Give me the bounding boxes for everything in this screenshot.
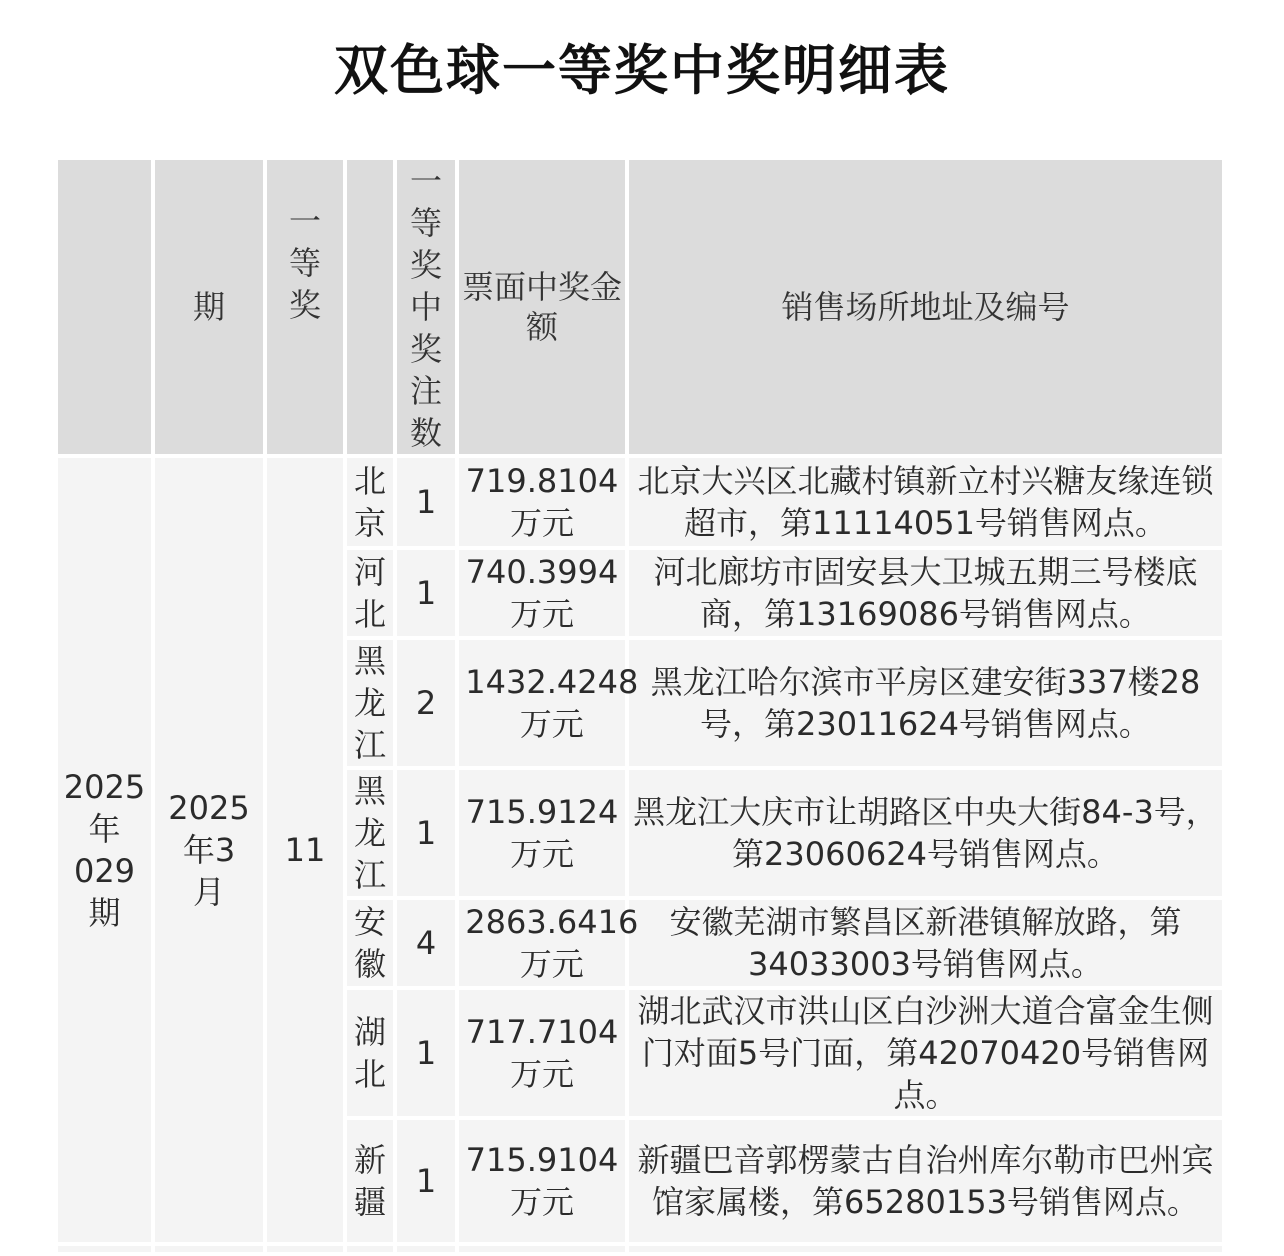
province-cell [347, 1120, 397, 1246]
header-first-prize [267, 160, 347, 458]
amount-cell [459, 458, 629, 550]
amount-cell [459, 1120, 629, 1246]
address-cell: 湖北武汉市洪山区白沙洲大道合富金生侧门对面5号门面，第42070420号销售网点。 [629, 990, 1226, 1120]
address-cell: 黑龙江大庆市让胡路区中央大街84-3号，第23060624号销售网点。 [629, 770, 1226, 900]
amount-text: 2863.6416万元 [465, 903, 639, 983]
province-text: 安徽 [353, 903, 386, 983]
amount-text: 717.7104万元 [465, 1013, 619, 1093]
address-cell: 新疆巴音郭楞蒙古自治州库尔勒市巴州宾馆家属楼，第65280153号销售网点。 [629, 1120, 1226, 1246]
amount-cell [459, 990, 629, 1120]
date-cell [155, 458, 267, 1246]
count-cell: 1 [397, 458, 459, 550]
province-text: 北京 [353, 462, 386, 542]
header-issue [155, 160, 267, 458]
amount-text: 715.9104万元 [465, 1141, 619, 1221]
amount-text: 719.8104万元 [465, 462, 619, 542]
header-province [347, 160, 397, 458]
total-cell: 11 [267, 458, 347, 1246]
address-cell: 黑龙江哈尔滨市平房区建安街337楼28号，第23011624号销售网点。 [629, 640, 1226, 770]
address-cell: 北京大兴区北藏村镇新立村兴糖友缘连锁超市，第11114051号销售网点。 [629, 458, 1226, 550]
header-col1 [58, 160, 155, 458]
count-cell: 4 [397, 900, 459, 990]
issue-text: 2025年029期 [63, 768, 146, 932]
page-title: 双色球一等奖中奖明细表 [334, 39, 950, 102]
header-first-prize-label: 一等奖 [288, 202, 321, 324]
count-cell: 1 [397, 770, 459, 900]
amount-text: 715.9124万元 [465, 793, 619, 873]
tail-cell [397, 1246, 459, 1256]
count-cell: 1 [397, 550, 459, 640]
address-cell: 安徽芜湖市繁昌区新港镇解放路，第34033003号销售网点。 [629, 900, 1226, 990]
amount-cell [459, 770, 629, 900]
tail-cell [267, 1246, 347, 1256]
tail-cell [155, 1246, 267, 1256]
tail-cell [58, 1246, 155, 1256]
table-row [58, 458, 1226, 550]
tail-cell [459, 1246, 629, 1256]
province-cell [347, 458, 397, 550]
tail-cell [347, 1246, 397, 1256]
province-cell [347, 990, 397, 1120]
issue-cell [58, 458, 155, 1246]
header-issue-label: 期 [192, 288, 225, 326]
amount-text: 1432.4248万元 [465, 663, 639, 743]
province-text: 新疆 [353, 1141, 386, 1221]
header-row [58, 160, 1226, 458]
count-cell: 2 [397, 640, 459, 770]
count-cell: 1 [397, 1120, 459, 1246]
province-cell [347, 550, 397, 640]
address-cell: 河北廊坊市固安县大卫城五期三号楼底商，第13169086号销售网点。 [629, 550, 1226, 640]
header-amount [459, 160, 629, 458]
amount-cell [459, 900, 639, 990]
province-cell [347, 900, 397, 990]
header-address: 销售场所地址及编号 [629, 160, 1226, 458]
province-text: 黑龙江 [353, 772, 386, 894]
header-amount-label: 票面中奖金额 [462, 268, 623, 346]
header-bets [397, 160, 459, 458]
tail-cell [629, 1246, 1226, 1256]
province-text: 黑龙江 [353, 642, 386, 764]
province-text: 湖北 [353, 1013, 386, 1093]
province-cell [347, 640, 397, 770]
winners-table [58, 160, 1226, 1256]
count-cell: 1 [397, 990, 459, 1120]
amount-text: 740.3994万元 [465, 553, 619, 633]
amount-cell [459, 640, 639, 770]
amount-cell [459, 550, 629, 640]
header-bets-label: 一等奖中奖注数 [409, 162, 442, 452]
province-text: 河北 [353, 553, 386, 633]
date-text: 2025年3月 [168, 789, 250, 911]
table-row-tail [58, 1246, 1226, 1256]
province-cell [347, 770, 397, 900]
